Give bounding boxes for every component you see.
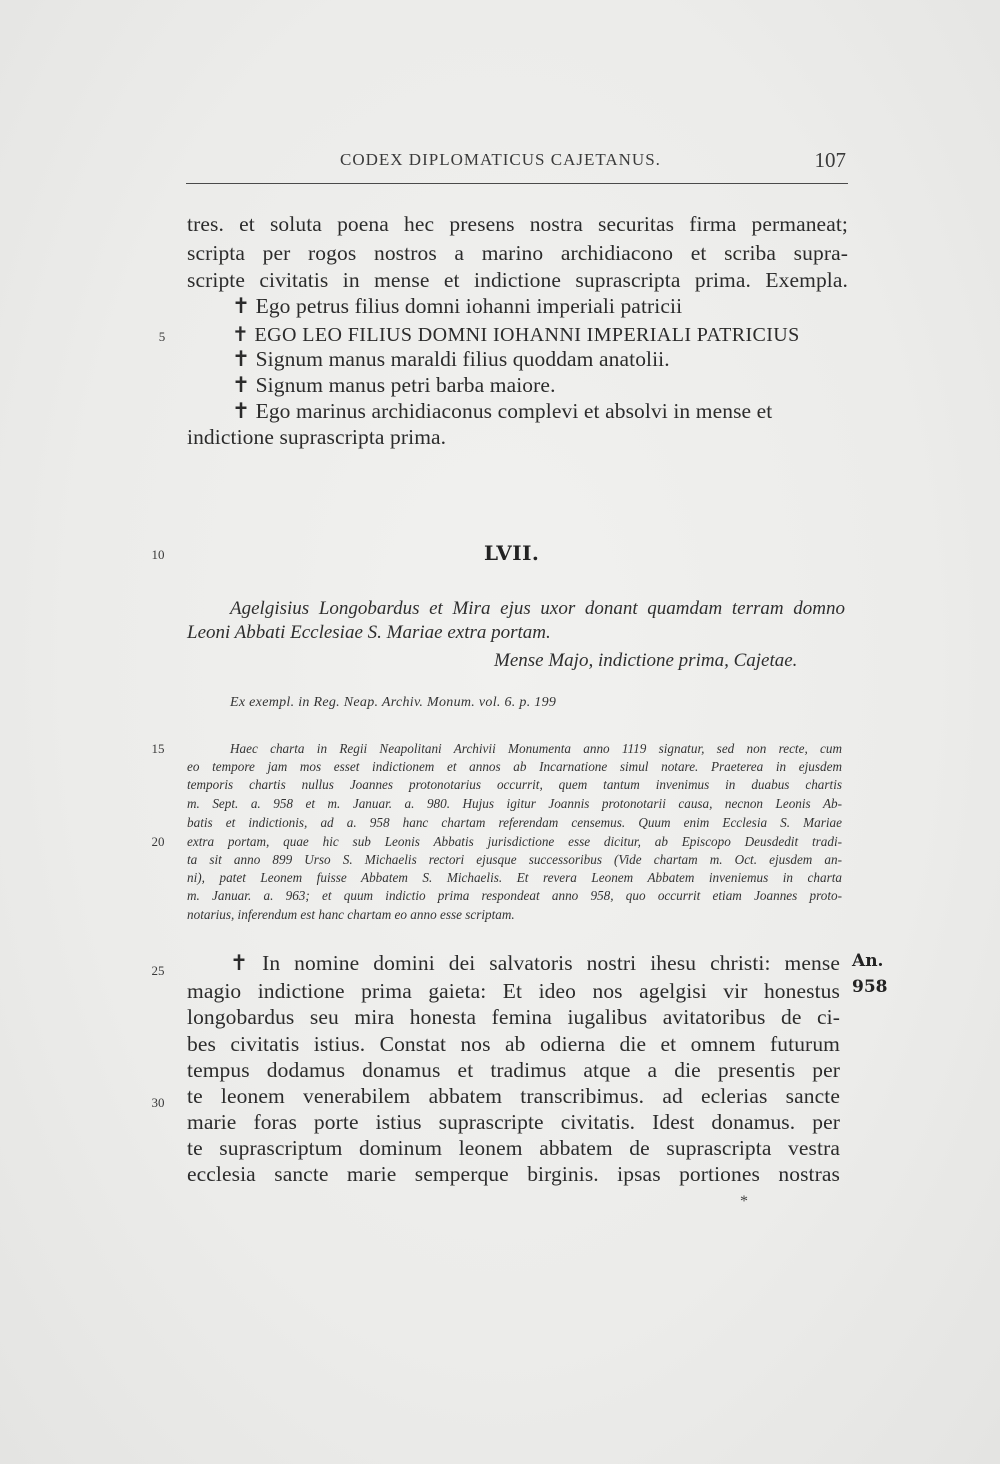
margin-year-label: An.: [852, 951, 884, 971]
source-reference: Ex exempl. in Reg. Neap. Archiv. Monum. vol. 6. p. 199: [230, 695, 557, 710]
text-line: tres. et soluta poena hec presens nostra securitas firma permaneat;: [187, 212, 848, 236]
text-line: te leonem venerabilem abbatem transcribimus. ad eclerias sancte: [187, 1084, 840, 1108]
summary-line: Agelgisius Longobardus et Mira ejus uxor donant quamdam terram domno: [230, 598, 845, 619]
subscription-line: ✝ Signum manus maraldi filius quoddam anatolii.: [232, 347, 670, 371]
text-line: marie foras porte istius suprascripte civitatis. Idest donamus. per: [187, 1110, 840, 1134]
note-line: ta sit anno 899 Urso S. Michaelis rectori ejusque successoribus (Vide chartam m. Oct. ejusdem an-: [187, 852, 842, 867]
subscription-line: ✝ Signum manus petri barba maiore.: [232, 373, 556, 397]
date-line: Mense Majo, indictione prima, Cajetae.: [494, 650, 798, 671]
text-line: longobardus seu mira honesta femina iugalibus avitatoribus de ci-: [187, 1005, 840, 1029]
header-title: CODEX DIPLOMATICUS CAJETANUS.: [340, 150, 661, 169]
note-line: notarius, inferendum est hanc chartam eo anno esse scriptam.: [187, 907, 515, 922]
line-number: 25: [151, 963, 165, 978]
margin-year: 958: [852, 977, 888, 997]
note-line: batis et indictionis, ad a. 958 hanc chartam referendam censemus. Quum enim Ecclesia S. Mariae: [187, 815, 842, 830]
note-line: eo tempore jam mos esset indictionem et annos ab Incarnatione simul notare. Praeterea in ejusdem: [187, 759, 842, 774]
subscription-line: ✝ EGO LEO FILIUS DOMNI IOHANNI IMPERIALI PATRICIUS: [232, 324, 800, 346]
text-line: bes civitatis istius. Constat nos ab odierna die et omnem futurum: [187, 1032, 840, 1056]
note-line: temporis chartis nullus Joannes protonotarius occurrit, quem tantum invenimus in duabus chartis: [187, 777, 842, 792]
text-line: ecclesia sancte marie semperque birginis. ipsas portiones nostras: [187, 1162, 840, 1186]
note-line: ni), patet Leonem fuisse Abbatem S. Michaelis. Et revera Leonem Abbatem inveniemus in charta: [187, 870, 842, 885]
note-line: Haec charta in Regii Neapolitani Archivii Monumenta anno 1119 signatur, sed non recte, cum: [230, 741, 842, 756]
summary-line: Leoni Abbati Ecclesiae S. Mariae extra portam.: [187, 622, 551, 643]
header-rule: [186, 183, 848, 184]
note-line: m. Sept. a. 958 et m. Januar. a. 980. Hujus igitur Joannis protonotarii causa, necnon Leonis Ab-: [187, 796, 842, 811]
line-number: 15: [151, 741, 165, 756]
text-line: indictione suprascripta prima.: [187, 425, 447, 449]
signature-mark: *: [740, 1193, 748, 1210]
line-number: 10: [151, 547, 165, 562]
line-number: 5: [158, 329, 166, 344]
note-line: extra portam, quae hic sub Leonis Abbatis jurisdictione esse dicitur, ab Episcopo Deusdedit tradi-: [187, 834, 842, 849]
text-line: magio indictione prima gaieta: Et ideo nos agelgisi vir honestus: [187, 979, 840, 1003]
text-line: ✝ In nomine domini dei salvatoris nostri ihesu christi: mense: [230, 951, 840, 975]
running-header: [186, 148, 848, 178]
note-line: m. Januar. a. 963; et quum indictio prima respondeat anno 958, quo occurrit etiam Joannes proto-: [187, 888, 842, 903]
line-number: 30: [151, 1095, 165, 1110]
subscription-line: ✝ Ego marinus archidiaconus complevi et absolvi in mense et: [232, 399, 773, 423]
text-line: scripte civitatis in mense et indictione suprascripta prima. Exempla.: [187, 268, 848, 292]
text-line: scripta per rogos nostros a marino archidiacono et scriba supra-: [187, 241, 848, 265]
line-number: 20: [151, 834, 165, 849]
text-line: tempus dodamus donamus et tradimus atque a die presentis per: [187, 1058, 840, 1082]
page-number: 107: [814, 148, 846, 172]
subscription-line: ✝ Ego petrus filius domni iohanni imperiali patricii: [232, 294, 683, 318]
document-number: LVII.: [484, 541, 540, 565]
text-line: te suprascriptum dominum leonem abbatem de suprascripta vestra: [187, 1136, 840, 1160]
